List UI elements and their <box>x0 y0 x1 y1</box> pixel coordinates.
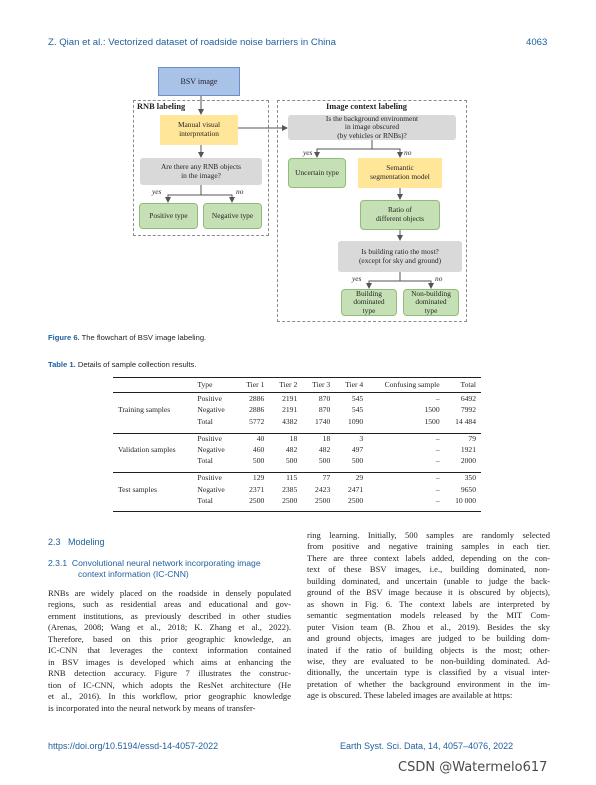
table-row: Total 500 500 500 500 – 2000 <box>197 456 476 466</box>
node-uncertain-type: Uncertain type <box>288 158 346 188</box>
figure-caption: Figure 6. The flowchart of BSV image labeling. <box>48 333 207 342</box>
node-ratio-objects: Ratio of different objects <box>360 200 440 230</box>
label-no-obscured: no <box>404 148 412 157</box>
th-type: Type <box>197 380 213 389</box>
table-row: Total 5772 4382 1740 1090 1500 14 484 <box>197 416 476 426</box>
right-column-text: ring learning. Initially, 500 samples are randomly selected from positive and negative training samples in each tier. There are three context labels added, depending on the con- text of these BSV images, i.e., building dominated, non- building dominated, and uncertain (unable to judge the back- ground of the BSV image because it is obscured by objects), as shown in Fig. 6. The context labels are interpreted by semantic segmentation models released by the MIT Com- puter Vision team (B. Zhou et al., 2019). Besides the sky and ground objects, images are judged to be building dom- inated if the ratio of building objects is the most; other- wise, they are evaluated to be non-building dominated. Ad- ditionally, the uncertain type is classified by a visual inter- pretation of whether the background environment in the im- age is obscured. These labeled images are available at https: <box>307 530 550 701</box>
label-no-rnb: no <box>236 187 244 196</box>
table-row: Test samples Negative 2371 2385 2423 2471 – 9650 <box>113 484 481 495</box>
th-confusing: Confusing sample <box>384 380 440 389</box>
node-obscured-question: Is the background environment in image obscured (by vehicles or RNBs)? <box>288 115 456 140</box>
th-tier2: Tier 2 <box>279 380 298 389</box>
table-row: Training samples Negative 2886 2191 870 545 1500 7992 <box>113 404 481 415</box>
th-tier1: Tier 1 <box>246 380 265 389</box>
label-yes-obscured: yes <box>303 148 313 157</box>
node-rnb-question: Are there any RNB objects in the image? <box>140 158 262 185</box>
running-header: Z. Qian et al.: Vectorized dataset of roadside noise barriers in China <box>48 37 336 48</box>
section-heading: 2.3 Modeling <box>48 537 105 547</box>
th-group <box>113 379 192 390</box>
page-number: 4063 <box>526 37 548 48</box>
table-row: Validation samples Negative 460 482 482 497 – 1921 <box>113 444 481 455</box>
node-manual-interpretation: Manual visual interpretation <box>160 115 238 145</box>
th-total: Total <box>460 380 476 389</box>
label-no-building: no <box>435 274 443 283</box>
table-1 <box>113 379 481 506</box>
group-label-validation: Validation samples <box>118 445 176 455</box>
table-row: Positive 129 115 77 29 – 350 <box>197 473 476 483</box>
watermark: CSDN @Watermelo617 <box>398 760 548 775</box>
doi-link[interactable]: https://doi.org/10.5194/essd-14-4057-2022 <box>48 741 219 751</box>
left-column-text: RNBs are widely placed on the roadside in densely populated regions, such as residential areas and educational and gov- ernment institutions, as previously described in other studies (Arenas, 2008; Wang et al., 2018; K. Zhang et al., 2022). Therefore, based on this prior geographic knowledge, an IC-CNN that leverages the context information contained in BSV images is developed which aims at enhancing the RNB detection accuracy. Figure 7 illustrates the construc- tion of IC-CNN, which adopts the ResNet architecture (He et al., 2016). In this workflow, prior geographic knowledge is incorporated into the neural network by means of transfer- <box>48 588 291 713</box>
node-building-dominated: Building dominated type <box>341 289 397 316</box>
node-building-question: Is building ratio the most? (except for sky and ground) <box>338 241 462 272</box>
table-row: Positive 2886 2191 870 545 – 6492 <box>197 394 476 404</box>
table-caption: Table 1. Details of sample collection results. <box>48 360 197 369</box>
journal-citation: Earth Syst. Sci. Data, 14, 4057–4076, 2022 <box>340 741 514 751</box>
label-yes-building: yes <box>352 274 362 283</box>
group-label-test: Test samples <box>118 484 157 494</box>
table-rule-bottom <box>113 511 481 512</box>
table-row: Total 2500 2500 2500 2500 – 10 000 <box>197 495 476 505</box>
node-negative-type: Negative type <box>203 203 262 229</box>
label-yes-rnb: yes <box>152 187 162 196</box>
image-context-title: Image context labeling <box>326 102 407 111</box>
node-nonbuilding-dominated: Non-building dominated type <box>403 289 459 316</box>
subsection-heading: 2.3.1 Convolutional neural network incorporating image context information (IC-CNN) <box>48 558 261 579</box>
th-tier4: Tier 4 <box>345 380 364 389</box>
group-label-training: Training samples <box>118 405 171 415</box>
rnb-labeling-title: RNB labeling <box>137 102 186 111</box>
table-header-row <box>113 379 481 390</box>
th-tier3: Tier 3 <box>312 380 331 389</box>
node-positive-type: Positive type <box>139 203 198 229</box>
node-bsv-image: BSV image <box>158 67 240 96</box>
table-rule-top <box>113 377 481 378</box>
table-row: Positive 40 18 18 3 – 79 <box>197 433 476 443</box>
node-semantic-segmentation: Semantic segmentation model <box>358 158 442 188</box>
